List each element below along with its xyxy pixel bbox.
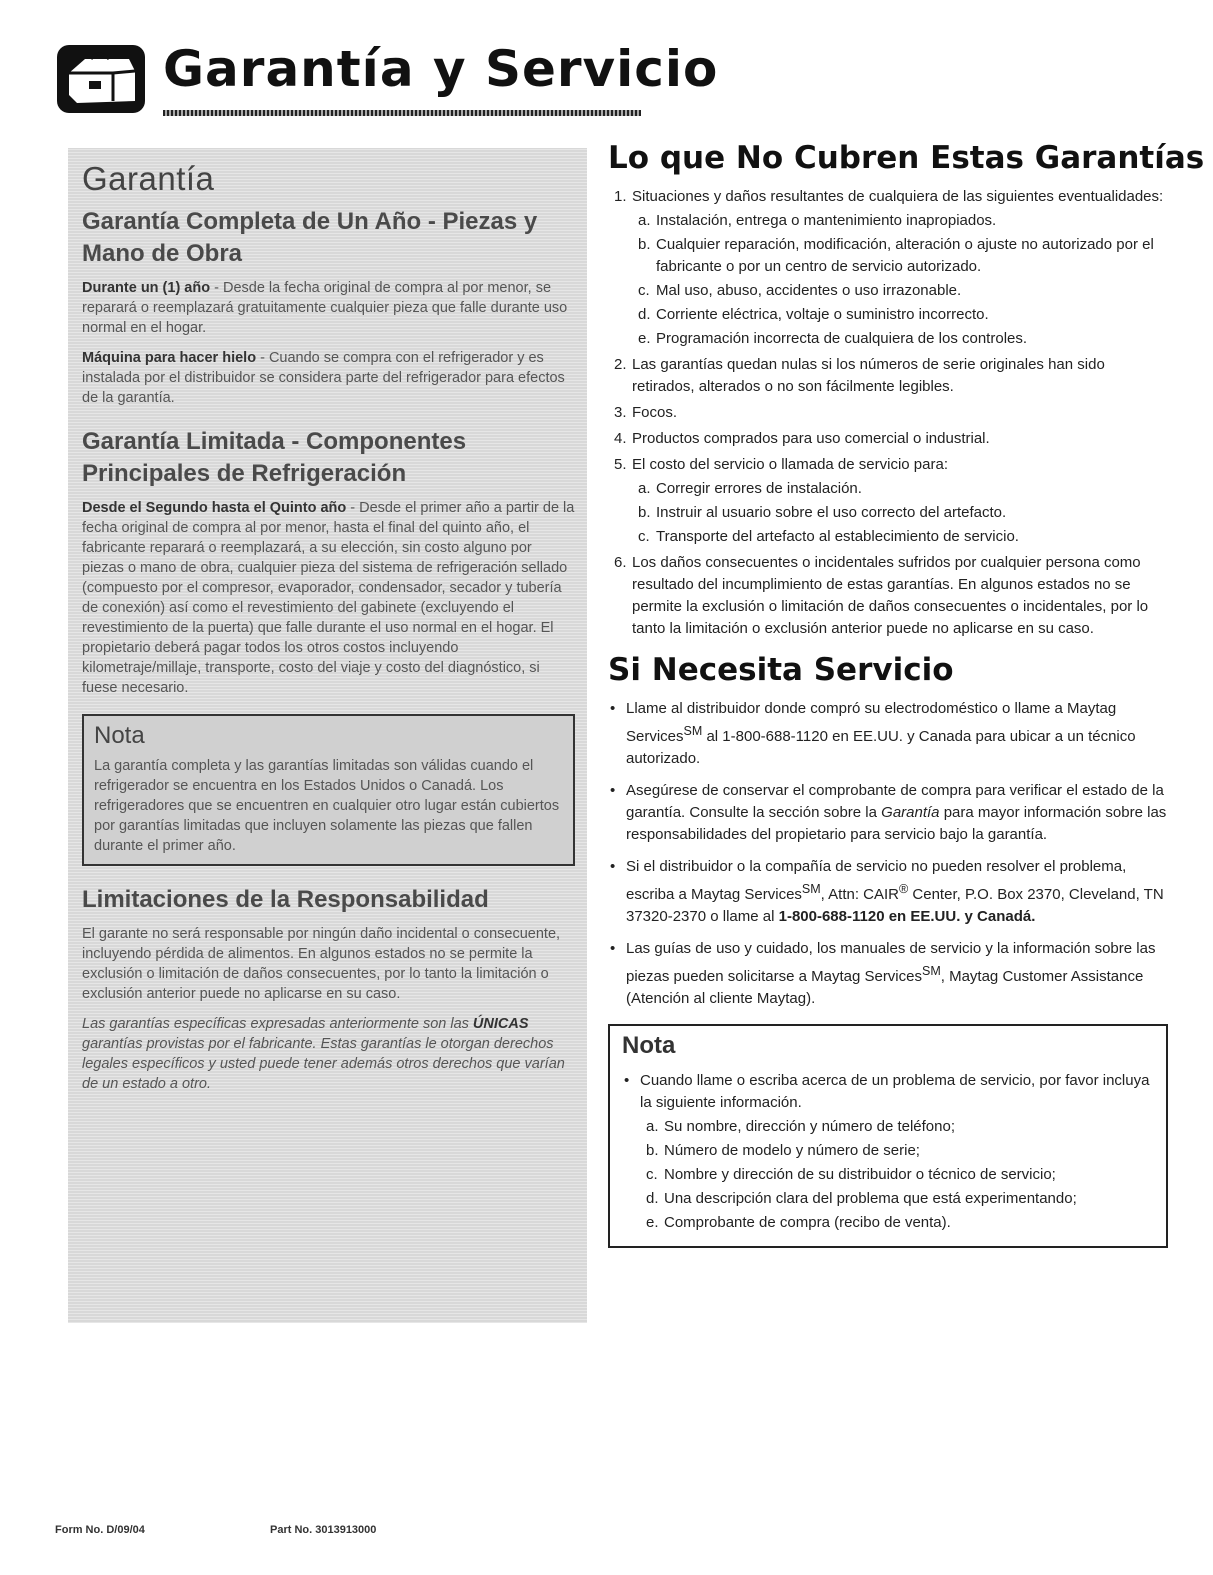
list-item: b. Instruir al usuario sobre el uso correcto del artefacto. xyxy=(638,504,1007,521)
list-item: c. Mal uso, abuso, accidentes o uso irrazonable. xyxy=(638,282,962,299)
service-note-box xyxy=(608,1024,1168,1248)
title-underline xyxy=(163,110,641,116)
page-header xyxy=(55,38,719,118)
note-heading: Nota xyxy=(94,722,145,749)
page-title: Garantía y Servicio xyxy=(163,40,719,98)
list-item: d. Corriente eléctrica, voltaje o suministro incorrecto. xyxy=(638,306,989,323)
service-list xyxy=(608,698,1168,1010)
warranty-heading: Garantía xyxy=(82,160,215,197)
list-item: e. Comprobante de compra (recibo de venta). xyxy=(646,1214,951,1231)
list-item: b. Cualquier reparación, modificación, alteración o ajuste no autorizado por el fabricante o por un centro de servicio autorizado. xyxy=(638,236,1154,275)
list-item: • Llame al distribuidor donde compró su electrodoméstico o llame a Maytag Services℠ al 1-800-688-1120 en EE.UU. y Canada para ubicar a un técnico autorizado. xyxy=(610,700,1136,767)
list-item: a. Instalación, entrega o mantenimiento inapropiados. xyxy=(638,212,997,229)
note-text: La garantía completa y las garantías limitadas son válidas cuando el refrigerador se encuentra en los Estados Unidos o Canadá. Los refrigeradores que se encuentren en cualquier otro lugar están cubiertos por garantías limitadas que incluyen solamente las piezas que fallen durante el primer año. xyxy=(94,758,560,854)
liability-heading: Limitaciones de la Responsabilidad xyxy=(82,886,489,913)
liability-text: El garante no será responsable por ningún daño incidental o consecuente, incluyendo pérdida de alimentos. En algunos estados no se permite la exclusión o limitación de daños consecuentes, por lo tanto la limitación o exclusión anterior puede no aplicarse en su caso. xyxy=(82,926,561,1002)
page-footer xyxy=(55,1524,376,1536)
full-warranty-heading: Garantía Completa de Un Año - Piezas y Mano de Obra xyxy=(82,208,538,267)
sub-list xyxy=(632,478,1168,548)
list-item: a. Corregir errores de instalación. xyxy=(638,480,862,497)
list-item: d. Una descripción clara del problema que está experimentando; xyxy=(646,1190,1077,1207)
exclusive-warranty-text: Las garantías específicas expresadas anteriormente son las ÚNICAS garantías provistas por el fabricante. Estas garantías le otorgan derechos legales específicos y usted puede tener además otros derechos que varían de un estado a otro. xyxy=(82,1016,565,1092)
list-item: c. Nombre y dirección de su distribuidor o técnico de servicio; xyxy=(646,1166,1056,1183)
sub-list xyxy=(640,1116,1154,1234)
not-covered-list xyxy=(608,186,1168,640)
not-covered-heading: Lo que No Cubren Estas Garantías xyxy=(608,140,1205,176)
warranty-note-box xyxy=(82,714,575,866)
ice-maker-text: Máquina para hacer hielo - Cuando se compra con el refrigerador y es instalada por el distribuidor se considera parte del refrigerador para efectos de la garantía. xyxy=(82,350,565,406)
toolbox-icon xyxy=(55,43,147,115)
list-item: • Cuando llame o escriba acerca de un problema de servicio, por favor incluya la siguiente información. a. Su nombre, dirección y número de teléfono; b. Número de modelo y número de serie; c. Nombre y dirección de su distribuidor o técnico de servicio; d. Una descripción clara del problema que está experimentando; e. Comprobante de compra (recibo de venta). xyxy=(622,1070,1154,1234)
limited-warranty-text: Desde el Segundo hasta el Quinto año - Desde el primer año a partir de la fecha original de compra al por menor, hasta el final del quinto año, el fabricante reparará o reemplazará, a su elección, sin costo alguno por piezas o mano de obra, cualquier pieza del sistema de refrigeración sellado (compuesto por el compresor, evaporador, condensador, secador y tubería de conexión) así como el revestimiento del gabinete (excluyendo el revestimiento de la puerta) que falle durante el uso normal en el hogar. El propietario deberá pagar todos los otros costos incluyendo kilometraje/millaje, transporte, costo del viaje y costo del diagnóstico, si fuese necesario. xyxy=(82,500,575,696)
list-item: 3. Focos. xyxy=(614,404,678,421)
list-item: c. Transporte del artefacto al establecimiento de servicio. xyxy=(638,528,1019,545)
list-item: e. Programación incorrecta de cualquiera de los controles. xyxy=(638,330,1028,347)
list-item: 2. Las garantías quedan nulas si los números de serie originales han sido retirados, alterados o no son fácilmente legibles. xyxy=(614,356,1105,395)
list-item: • Las guías de uso y cuidado, los manuales de servicio y la información sobre las piezas pueden solicitarse a Maytag Services℠, Maytag Customer Assistance (Atención al cliente Maytag). xyxy=(610,940,1156,1007)
list-item: • Asegúrese de conservar el comprobante de compra para verificar el estado de la garantía. Consulte la sección sobre la Garantía para mayor información sobre las responsabilidades del propietario para servicio bajo la garantía. xyxy=(610,782,1167,843)
note-list xyxy=(622,1070,1154,1234)
full-warranty-text: Durante un (1) año - Desde la fecha original de compra al por menor, se reparará o reemplazará gratuitamente cualquier pieza que falle durante uso normal en el hogar. xyxy=(82,280,568,336)
list-item: 5. El costo del servicio o llamada de servicio para: a. Corregir errores de instalación. b. Instruir al usuario sobre el uso correcto del artefacto. c. Transporte del artefacto al establecimiento de servicio. xyxy=(608,454,1168,548)
limited-warranty-heading: Garantía Limitada - Componentes Principales de Refrigeración xyxy=(82,428,467,487)
list-item: 1. Situaciones y daños resultantes de cualquiera de las siguientes eventualidades: a. Instalación, entrega o mantenimiento inapropiados. b. Cualquier reparación, modificación, alteración o ajuste no autorizado por el fabricante o por un centro de servicio autorizado. c. Mal uso, abuso, accidentes o uso irrazonable. d. Corriente eléctrica, voltaje o suministro incorrecto. e. Programación incorrecta de cualquiera de los controles. xyxy=(608,186,1168,350)
note-heading: Nota xyxy=(622,1032,676,1059)
sub-list xyxy=(632,210,1168,350)
service-heading: Si Necesita Servicio xyxy=(608,652,954,688)
list-item: 6. Los daños consecuentes o incidentales sufridos por cualquier persona como resultado del incumplimiento de estas garantías. En algunos estados no se permite la exclusión o limitación de daños consecuentes o incidentales, por lo tanto la limitación o exclusión anterior puede no aplicarse en su caso. xyxy=(614,554,1149,637)
list-item: • Si el distribuidor o la compañía de servicio no pueden resolver el problema, escriba a Maytag Services℠, Attn: CAIR® Center, P.O. Box 2370, Cleveland, TN 37320-2370 o llame al 1-800-688-1120 en EE.UU. y Canadá. xyxy=(610,858,1164,925)
list-item: a. Su nombre, dirección y número de teléfono; xyxy=(646,1118,955,1135)
right-column xyxy=(608,140,1205,1248)
list-item: 4. Productos comprados para uso comercial o industrial. xyxy=(614,430,990,447)
part-number: Part No. 3013913000 xyxy=(270,1524,377,1536)
list-item: b. Número de modelo y número de serie; xyxy=(646,1142,920,1159)
form-number: Form No. D/09/04 xyxy=(55,1524,145,1536)
warranty-panel xyxy=(68,148,587,1323)
